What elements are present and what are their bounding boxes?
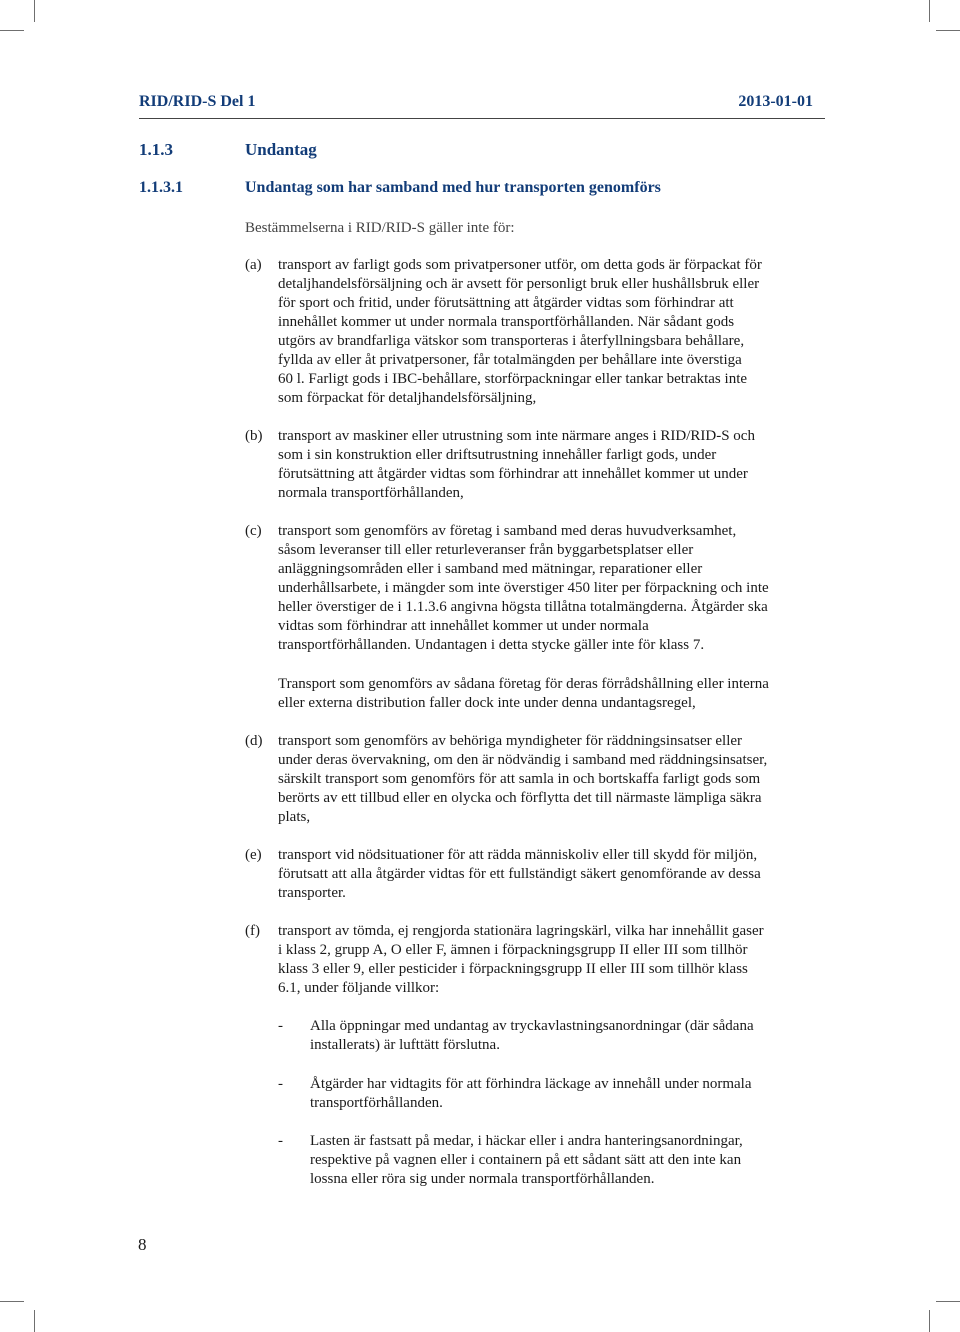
crop-mark: [929, 0, 930, 22]
text-line: utgörs av brandfarliga vätskor som transporteras i återfyllningsbara behållare,: [278, 333, 745, 349]
text-line: Alla öppningar med undantag av tryckavlastningsanordningar (där sådana: [310, 1018, 754, 1034]
text-line: installerats) är lufttätt förslutna.: [310, 1037, 500, 1053]
text-line: transporter.: [278, 885, 346, 901]
item-text: [278, 256, 838, 408]
item-label: (e): [245, 847, 262, 863]
text-line: anläggningsområden eller i samband med mätningar, reparationer eller: [278, 561, 703, 577]
running-header-title: RID/RID-S Del 1: [139, 93, 256, 110]
text-line: som förpackat för detaljhandelsförsäljning,: [278, 390, 537, 406]
item-text: [278, 427, 838, 503]
dash-bullet: -: [278, 1018, 283, 1034]
text-line: förutsättning att åtgärder vidtas som förhindrar att innehållet kommer ut under: [278, 466, 748, 482]
text-line: särskilt transport som genomförs för att samla in och bortskaffa farligt gods som: [278, 771, 761, 787]
text-line: lossna eller röra sig under normala transportförhållanden.: [310, 1171, 655, 1187]
text-line: transport av farligt gods som privatpersoner utför, om detta gods är förpackat för: [278, 257, 762, 273]
text-line: Lasten är fastsatt på medar, i häckar eller i andra hanteringsanordningar,: [310, 1133, 743, 1149]
text-line: transport som genomförs av behöriga myndigheter för räddningsinsatser eller: [278, 733, 743, 749]
crop-mark: [34, 0, 35, 22]
text-line: innehållet kommer ut under normala transportförhållanden. När sådant gods: [278, 314, 735, 330]
text-line: klass 3 eller 9, eller pesticider i förpackningsgrupp II eller III som tillhör klass: [278, 961, 748, 977]
running-header-date: 2013-01-01: [738, 93, 813, 110]
section-title: Undantag: [245, 140, 317, 159]
subsection-number: 1.1.3.1: [139, 179, 183, 196]
text-line: transportförhållanden. Undantagen i detta stycke gäller inte för klass 7.: [278, 637, 705, 653]
text-line: transportförhållanden.: [310, 1095, 443, 1111]
item-label: (d): [245, 733, 263, 749]
section-number: 1.1.3: [139, 140, 173, 159]
text-line: normala transportförhållanden,: [278, 485, 464, 501]
text-line: eller externa distribution faller dock inte under denna undantagsregel,: [278, 695, 696, 711]
intro-text: Bestämmelserna i RID/RID-S gäller inte för:: [245, 220, 515, 236]
item-text: [278, 846, 838, 903]
text-line: detaljhandelsförsäljning och är avsett för personligt bruk eller hushållsbruk eller: [278, 276, 760, 292]
crop-mark: [929, 1310, 930, 1332]
crop-mark: [34, 1310, 35, 1332]
text-line: respektive på vagnen eller i containern på ett sådant sätt att den inte kan: [310, 1152, 742, 1168]
text-line: heller överstiger de i 1.1.3.6 angivna högsta tillåtna totalmängderna. Åtgärder ska: [278, 599, 768, 615]
text-line: Transport som genomförs av sådana företag för deras förrådshållning eller interna: [278, 676, 769, 692]
dash-bullet: -: [278, 1076, 283, 1092]
page-number: 8: [138, 1235, 147, 1254]
text-line: förutsatt att alla åtgärder vidtas för ett fullständigt säkert genomförande av dessa: [278, 866, 761, 882]
item-text: [278, 732, 838, 827]
text-line: berörts av ett tillbud eller en olycka och förflytta det till närmaste lämpliga säkra: [278, 790, 762, 806]
text-line: transport av tömda, ej rengjorda stationära lagringskärl, vilka har innehållit gaser: [278, 923, 764, 939]
subsection-title: Undantag som har samband med hur transporten genomförs: [245, 179, 661, 196]
condition-text: [310, 1132, 820, 1189]
text-line: fyllda av eller åt privatpersoner, får totalmängden per behållare inte överstiga: [278, 352, 742, 368]
text-line: under deras övervakning, om den är nödvändig i samband med räddningsinsatser,: [278, 752, 768, 768]
text-line: såsom leveranser till eller returleveranser från byggarbetsplatser eller: [278, 542, 694, 558]
item-label: (c): [245, 523, 262, 539]
item-text: [278, 922, 838, 998]
item-text: [278, 522, 838, 655]
text-line: vidtas som förhindrar att innehållet kommer ut under normala: [278, 618, 649, 634]
header-divider: [139, 118, 825, 119]
crop-mark: [0, 1301, 24, 1302]
item-label: (f): [245, 923, 260, 939]
text-line: transport som genomförs av företag i samband med deras huvudverksamhet,: [278, 523, 737, 539]
condition-text: [310, 1017, 820, 1055]
text-line: i klass 2, grupp A, O eller F, ämnen i förpackningsgrupp II eller III som tillhör: [278, 942, 748, 958]
text-line: transport av maskiner eller utrustning som inte närmare anges i RID/RID-S och: [278, 428, 755, 444]
text-line: Åtgärder har vidtagits för att förhindra läckage av innehåll under normala: [310, 1076, 752, 1092]
text-line: för sport och fritid, under förutsättning att åtgärder vidtas som förhindrar att: [278, 295, 734, 311]
item-c-note: [278, 675, 838, 713]
text-line: underhållsarbete, i mängder som inte överstiger 450 liter per förpackning och inte: [278, 580, 769, 596]
text-line: som i sin konstruktion eller driftsutrustning innehåller farligt gods, under: [278, 447, 717, 463]
text-line: 6.1, under följande villkor:: [278, 980, 440, 996]
condition-text: [310, 1075, 820, 1113]
text-line: 60 l. Farligt gods i IBC-behållare, storförpackningar eller tankar betraktas inte: [278, 371, 748, 387]
crop-mark: [936, 1301, 960, 1302]
text-line: transport vid nödsituationer för att rädda människoliv eller till skydd för miljön,: [278, 847, 758, 863]
crop-mark: [936, 30, 960, 31]
text-line: plats,: [278, 809, 311, 825]
dash-bullet: -: [278, 1133, 283, 1149]
item-label: (a): [245, 257, 262, 273]
item-label: (b): [245, 428, 263, 444]
crop-mark: [0, 30, 24, 31]
